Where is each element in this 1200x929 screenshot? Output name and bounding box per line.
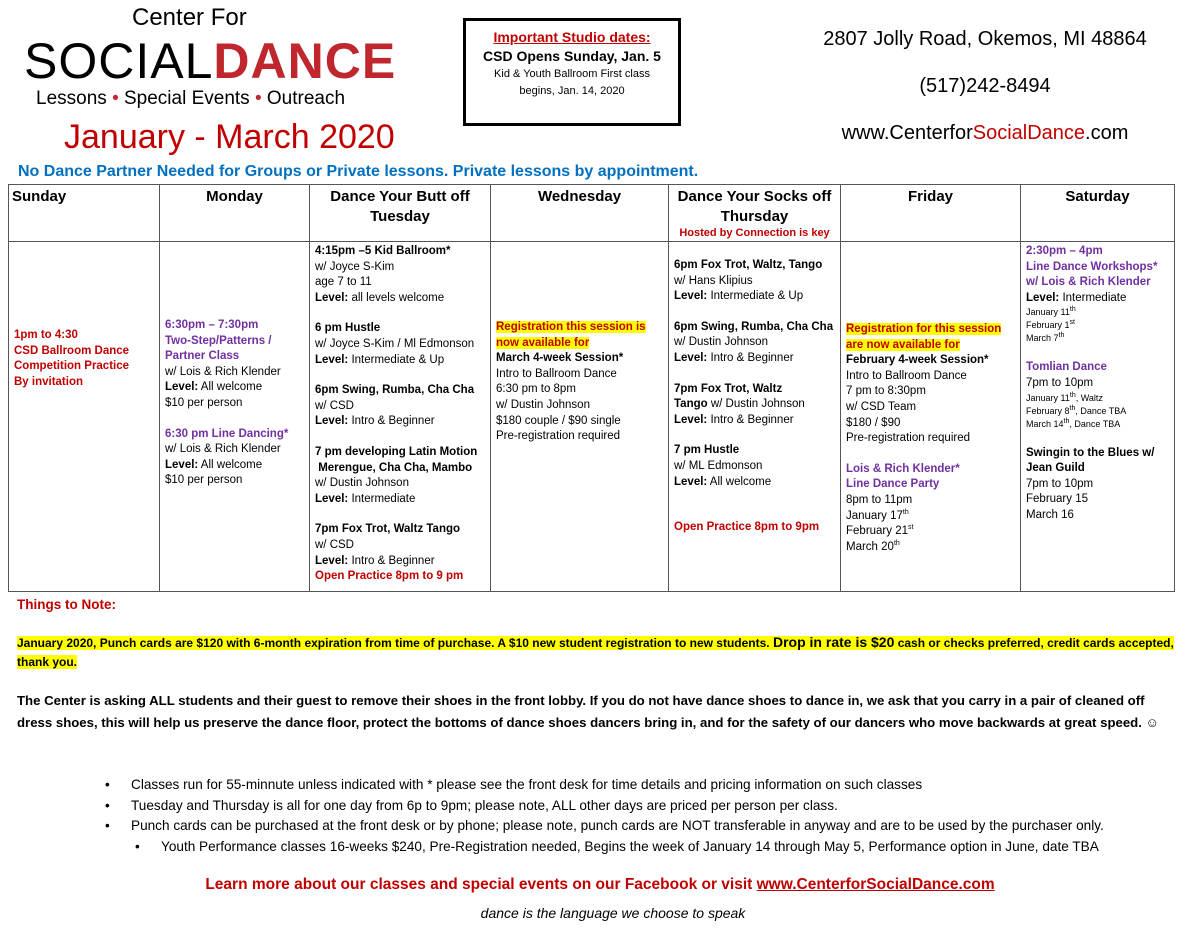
- monday-level: [165, 458, 304, 474]
- friday-party-title: Lois & Rich Klender*: [846, 462, 960, 475]
- tuesday-instructor: w/ CSD: [315, 399, 354, 412]
- cell-monday: [160, 242, 310, 592]
- tuesday-class-title: Merengue, Cha Cha, Mambo: [315, 461, 473, 474]
- tuesday-class-title: 6 pm Hustle: [315, 322, 381, 335]
- tuesday-class-title: 7 pm developing Latin Motion: [315, 445, 478, 458]
- saturday-date: [1026, 418, 1169, 431]
- saturday-date: [1026, 332, 1169, 345]
- shoes-note: The Center is asking ALL students and their guest to remove their shoes in the front lobby. If you do not have dance shoes to dance in, we ask that you carry in a pair of cleaned off dress shoes, this will help us preserve the dance floor, protect the bottoms of dance shoes dancers bring in, and for the safety of our dancers who move backwards at great speed. ☺: [17, 693, 1160, 730]
- punch-note-dropin: Drop in rate is $20: [772, 634, 895, 650]
- col-thursday-line1: Dance Your Socks off: [677, 188, 832, 205]
- friday-line: $180 / $90: [846, 416, 901, 429]
- thursday-class-title: 7 pm Hustle: [674, 444, 740, 457]
- col-wednesday: Wednesday: [491, 185, 669, 242]
- friday-line: w/ CSD Team: [846, 400, 917, 413]
- saturday-class-name: Tomlian Dance: [1026, 361, 1107, 374]
- level-label: Level:: [315, 492, 349, 505]
- logo-social: SOCIAL: [24, 33, 214, 89]
- thursday-instructor: w/ Hans Klipius: [674, 274, 753, 287]
- col-thursday: [669, 185, 841, 242]
- cell-wednesday: [491, 242, 669, 592]
- season-title: January - March 2020: [64, 118, 395, 156]
- thursday-class-title: [674, 397, 835, 413]
- bullet-subitem: • Youth Performance classes 16-weeks $240, Pre-Registration needed, Begins the week of January 14 through May 5, Performance option in June, date TBA: [135, 837, 1104, 858]
- friday-party-date: [846, 540, 1015, 556]
- monday-class-name: 6:30 pm Line Dancing*: [165, 427, 289, 440]
- date: January 11: [1026, 392, 1070, 403]
- friday-line: 7 pm to 8:30pm: [846, 385, 926, 398]
- thursday-open-practice: Open Practice 8pm to 9pm: [674, 521, 820, 534]
- tuesday-level: [315, 554, 485, 570]
- schedule-body-row: [9, 242, 1175, 592]
- tuesday-level: [315, 492, 485, 508]
- tuesday-level: [315, 291, 485, 307]
- logo-tag-events: Special Events: [124, 88, 250, 109]
- learn-more-line: [0, 876, 1200, 894]
- tuesday-instructor: w/ Dustin Johnson: [315, 477, 409, 490]
- thursday-instructor: w/ Dustin Johnson: [707, 398, 805, 411]
- level-label: Level:: [315, 554, 349, 567]
- website-footer-link[interactable]: www.CenterforSocialDance.com: [756, 876, 995, 893]
- col-tuesday-line1: Dance Your Butt off: [330, 188, 470, 205]
- date: January 17: [846, 509, 903, 522]
- punch-note-part: cash or checks preferred, credit cards accepted, thank you.: [17, 636, 1174, 669]
- level-value: Intermediate: [1059, 291, 1127, 304]
- level-label: Level:: [674, 413, 708, 426]
- learn-more-text: Learn more about our classes and special events on our Facebook or visit: [205, 876, 757, 893]
- tuesday-level: [315, 414, 485, 430]
- saturday-class-time: 2:30pm – 4pm: [1026, 245, 1103, 257]
- thursday-instructor: w/ Dustin Johnson: [674, 336, 768, 349]
- bullet-item: • Tuesday and Thursday is all for one day from 6p to 9pm; please note, ALL other days are priced per person per class.: [105, 796, 1104, 817]
- saturday-class-title: Jean Guild: [1026, 462, 1085, 475]
- monday-class-time: 6:30pm – 7:30pm: [165, 319, 259, 331]
- col-monday: Monday: [160, 185, 310, 242]
- friday-party-time: 8pm to 11pm: [846, 493, 913, 506]
- date-note: , Dance TBA: [1069, 418, 1121, 429]
- level-value: Intermediate & Up: [707, 290, 804, 303]
- wednesday-line: Pre-registration required: [496, 430, 621, 443]
- tagline: dance is the language we choose to speak: [480, 905, 746, 921]
- col-tuesday-line2: Tuesday: [370, 208, 430, 225]
- logo-tagline: [36, 88, 345, 110]
- wednesday-line: w/ Dustin Johnson: [496, 398, 590, 411]
- friday-line: Pre-registration required: [846, 432, 971, 445]
- level-value: All welcome: [198, 458, 263, 471]
- saturday-class-time: 7pm to 10pm: [1026, 376, 1094, 389]
- saturday-date: [1026, 392, 1169, 405]
- level-value: Intro & Beginner: [348, 415, 435, 428]
- saturday-date: [1026, 405, 1169, 418]
- partner-note: No Dance Partner Needed for Groups or Private lessons. Private lessons by appointment.: [18, 163, 699, 180]
- monday-price: $10 per person: [165, 396, 243, 409]
- saturday-class-name: Line Dance Workshops*: [1026, 260, 1158, 273]
- friday-registration: Registration for this session: [846, 323, 1002, 335]
- important-dates-line2: Kid & Youth Ballroom First class: [494, 68, 650, 80]
- wednesday-line: 6:30 pm to 8pm: [496, 383, 576, 396]
- saturday-level: [1026, 291, 1169, 307]
- level-label: Level:: [674, 475, 708, 488]
- date: March 7: [1026, 333, 1059, 344]
- level-value: All welcome: [707, 475, 772, 488]
- date: February 8: [1026, 405, 1070, 416]
- monday-price: $10 per person: [165, 474, 243, 487]
- col-sunday: Sunday: [9, 185, 160, 242]
- level-value: all levels welcome: [348, 291, 445, 304]
- level-label: Level:: [674, 290, 708, 303]
- important-dates-line1: CSD Opens Sunday, Jan. 5: [483, 48, 661, 64]
- date: March 14: [1026, 418, 1064, 429]
- important-dates-line3: begins, Jan. 14, 2020: [519, 85, 625, 97]
- monday-class-name: Two-Step/Patterns /: [165, 334, 272, 347]
- date-suffix: st: [1069, 319, 1075, 327]
- col-friday: Friday: [841, 185, 1021, 242]
- friday-party-title: Line Dance Party: [846, 478, 940, 491]
- schedule-header-row: [9, 185, 1175, 242]
- important-dates-box: [463, 18, 681, 126]
- tuesday-open-practice: Open Practice 8pm to 9 pm: [315, 570, 464, 583]
- thursday-level: [674, 475, 835, 491]
- website-mid: SocialDance: [972, 122, 1086, 144]
- date-suffix: th: [1058, 332, 1065, 340]
- tuesday-class-title: 7pm Fox Trot, Waltz Tango: [315, 523, 461, 536]
- sunday-line: By invitation: [14, 375, 84, 388]
- level-label: Level:: [165, 381, 199, 394]
- date-note: , Waltz: [1075, 392, 1103, 403]
- wednesday-session: March 4-week Session*: [496, 352, 624, 365]
- notes-bullet-list: [105, 775, 1104, 857]
- tuesday-age: age 7 to 11: [315, 276, 372, 289]
- saturday-class-time: 7pm to 10pm: [1026, 477, 1094, 490]
- monday-class-name: Partner Class: [165, 350, 240, 363]
- cell-sunday: [9, 242, 160, 592]
- thursday-instructor: w/ ML Edmonson: [674, 459, 763, 472]
- friday-party-date: [846, 524, 1015, 540]
- date-suffix: th: [1069, 391, 1076, 399]
- cell-thursday: [669, 242, 841, 592]
- date-suffix: th: [1063, 417, 1070, 425]
- thursday-class-title-part: Tango: [674, 398, 708, 411]
- friday-line: Intro to Ballroom Dance: [846, 369, 967, 382]
- bullet-item: • Punch cards can be purchased at the front desk or by phone; please note, punch cards are NOT transferable in anyway and are to be used by the purchaser only.: [105, 816, 1104, 837]
- level-value: Intro & Beginner: [348, 554, 435, 567]
- website-pre: www.Centerfor: [841, 122, 973, 144]
- thursday-level: [674, 351, 835, 367]
- date: February 1: [1026, 320, 1070, 331]
- saturday-date: [1026, 319, 1169, 332]
- thursday-class-title: 6pm Fox Trot, Waltz, Tango: [674, 259, 823, 271]
- level-value: Intro & Beginner: [707, 351, 794, 364]
- cell-tuesday: [310, 242, 491, 592]
- col-thursday-line2: Thursday: [720, 208, 789, 225]
- level-label: Level:: [674, 351, 708, 364]
- level-label: Level:: [1026, 291, 1060, 304]
- level-label: Level:: [315, 353, 349, 366]
- saturday-date: February 15: [1026, 493, 1089, 506]
- bullet-item: • Classes run for 55-minnute unless indicated with * please see the front desk for time details and pricing information on such classes: [105, 775, 1104, 796]
- address: 2807 Jolly Road, Okemos, MI 48864: [823, 28, 1147, 50]
- website-post: .com: [1085, 122, 1129, 144]
- date-note: , Dance TBA: [1075, 405, 1127, 416]
- saturday-class-name: w/ Lois & Rich Klender: [1026, 276, 1151, 289]
- tuesday-class-title: 6pm Swing, Rumba, Cha Cha: [315, 384, 475, 397]
- date-suffix: th: [1069, 404, 1076, 412]
- thursday-class-title: 6pm Swing, Rumba, Cha Cha: [674, 320, 834, 333]
- col-saturday: Saturday: [1021, 185, 1175, 242]
- level-label: Level:: [315, 291, 349, 304]
- col-tuesday: [310, 185, 491, 242]
- website-link[interactable]: [790, 122, 1180, 145]
- tuesday-instructor: w/ CSD: [315, 538, 354, 551]
- things-to-note-title: Things to Note:: [17, 597, 116, 612]
- monday-instructor: w/ Lois & Rich Klender: [165, 443, 281, 456]
- tuesday-class-title: 4:15pm –5 Kid Ballroom*: [315, 245, 451, 257]
- logo-dot: •: [112, 88, 119, 109]
- cell-saturday: [1021, 242, 1175, 592]
- wednesday-registration: now available for: [496, 336, 590, 349]
- level-label: Level:: [165, 458, 199, 471]
- punch-card-note: [17, 633, 1177, 672]
- logo-tag-lessons: Lessons: [36, 88, 107, 109]
- col-thursday-sub: Hosted by Connection is key: [679, 227, 830, 239]
- wednesday-registration: Registration this session is: [496, 321, 646, 333]
- friday-registration: are now available for: [846, 338, 960, 351]
- saturday-date: March 16: [1026, 508, 1074, 521]
- sunday-line: Competition Practice: [14, 360, 130, 373]
- sunday-line: CSD Ballroom Dance: [14, 344, 130, 357]
- monday-instructor: w/ Lois & Rich Klender: [165, 365, 281, 378]
- level-value: Intermediate & Up: [348, 353, 445, 366]
- level-label: Level:: [315, 415, 349, 428]
- level-value: Intro & Beginner: [707, 413, 794, 426]
- date-suffix: th: [902, 508, 909, 516]
- date-suffix: th: [893, 539, 900, 547]
- schedule-table: [8, 184, 1175, 592]
- date-suffix: th: [1069, 306, 1076, 314]
- thursday-level: [674, 289, 835, 305]
- saturday-date: [1026, 306, 1169, 319]
- phone: (517)242-8494: [919, 75, 1051, 97]
- friday-session: February 4-week Session*: [846, 354, 989, 367]
- wednesday-line: $180 couple / $90 single: [496, 414, 621, 427]
- punch-note-part: January 2020, Punch cards are $120 with 6-month expiration from time of purchase. A $10 new student registration to new students.: [17, 636, 773, 650]
- tuesday-instructor: w/ Joyce S-Kim / Ml Edmonson: [315, 337, 475, 350]
- logo-wordmark: [24, 34, 396, 88]
- tuesday-instructor: w/ Joyce S-Kim: [315, 260, 395, 273]
- date: January 11: [1026, 307, 1070, 318]
- tuesday-level: [315, 353, 485, 369]
- logo-tag-outreach: Outreach: [266, 88, 346, 109]
- logo-dot: •: [254, 88, 262, 109]
- date: February 21: [846, 525, 909, 538]
- friday-party-date: [846, 509, 1015, 525]
- level-value: Intermediate: [348, 492, 416, 505]
- sunday-line: 1pm to 4:30: [14, 329, 78, 341]
- cell-friday: [841, 242, 1021, 592]
- date-suffix: st: [908, 524, 914, 532]
- thursday-class-title: 7pm Fox Trot, Waltz: [674, 382, 783, 395]
- thursday-level: [674, 413, 835, 429]
- wednesday-line: Intro to Ballroom Dance: [496, 367, 617, 380]
- level-value: All welcome: [198, 381, 263, 394]
- logo-top-text: Center For: [132, 4, 247, 31]
- logo-dance: DANCE: [213, 33, 397, 89]
- monday-level: [165, 380, 304, 396]
- important-dates-title: Important Studio dates:: [493, 29, 651, 45]
- date: March 20: [846, 540, 894, 553]
- saturday-class-title: Swingin to the Blues w/: [1026, 446, 1155, 459]
